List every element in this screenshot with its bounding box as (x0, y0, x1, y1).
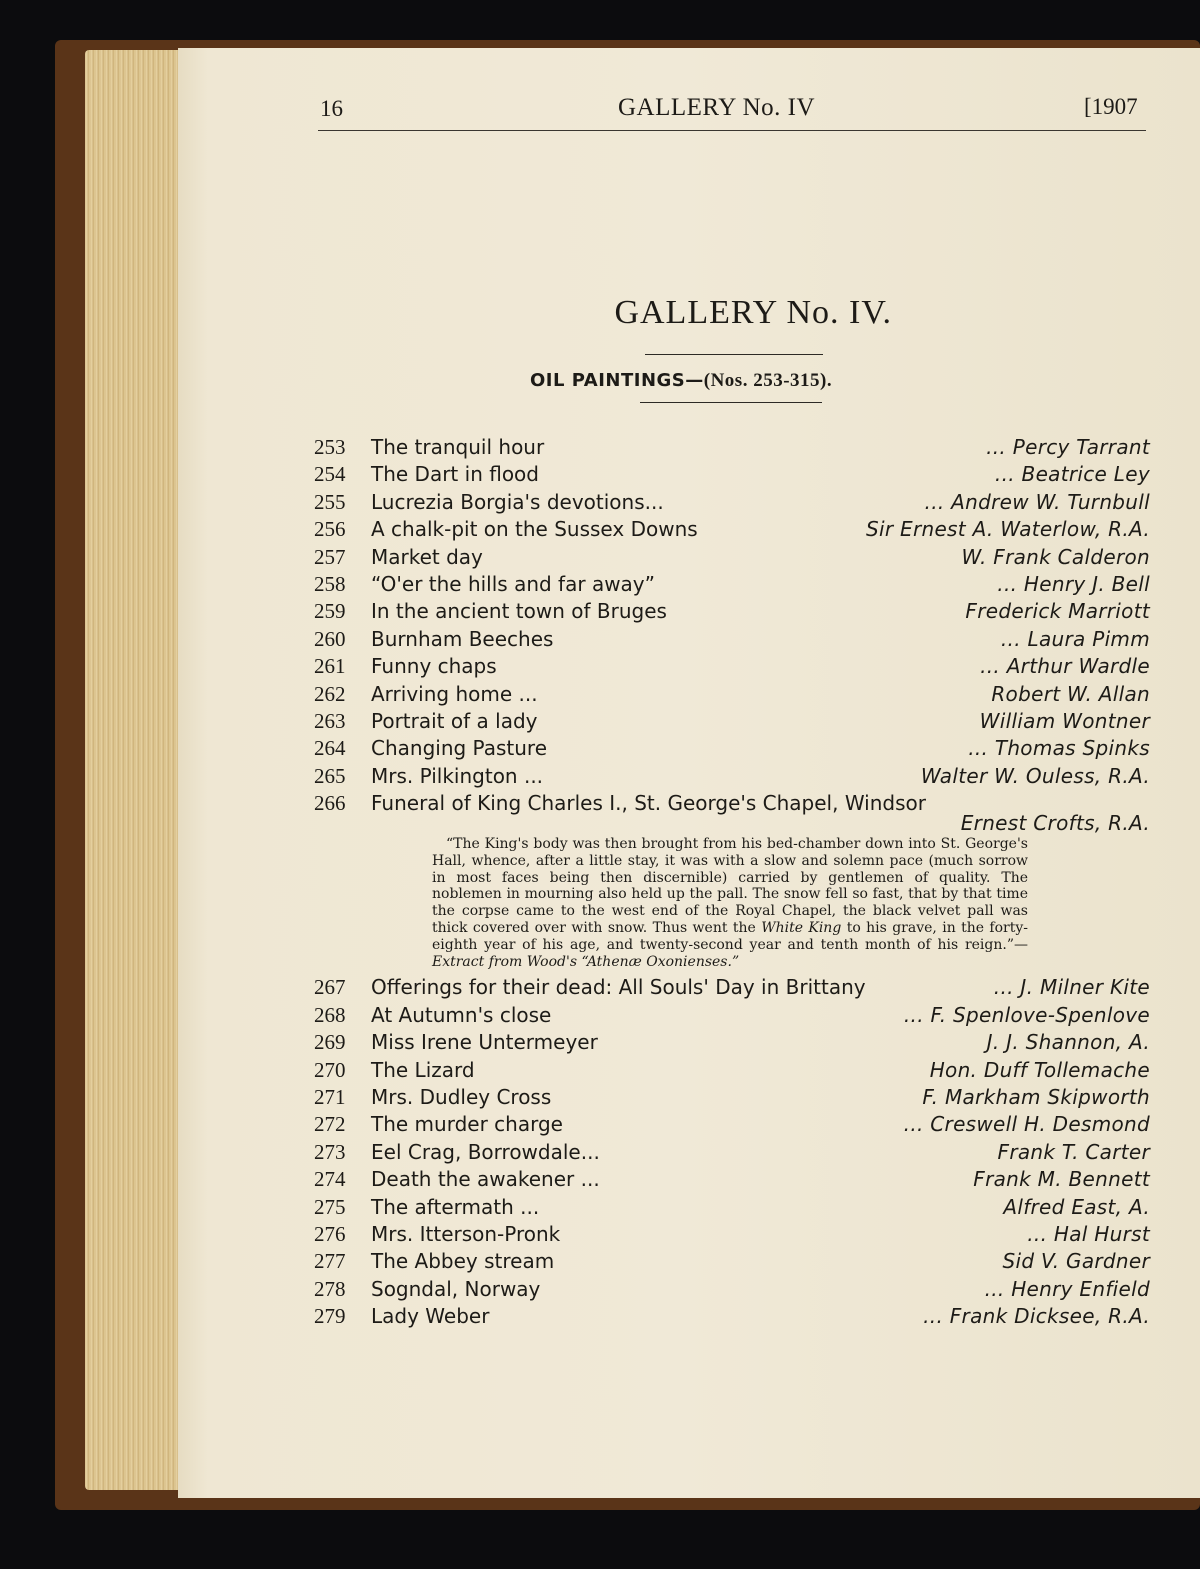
entry-number: 279 (314, 1304, 346, 1329)
list-item (314, 516, 1150, 543)
entry-number: 262 (314, 681, 346, 706)
entry-number: 256 (314, 517, 346, 542)
entry-list (314, 434, 1150, 1331)
list-item (314, 1111, 1150, 1138)
entry-group-b (314, 974, 1150, 1330)
list-item (314, 1221, 1150, 1248)
entry-number: 261 (314, 654, 346, 679)
entry-title: Changing Pasture (371, 736, 547, 761)
list-item (314, 626, 1150, 653)
list-item (314, 653, 1150, 680)
entry-number: 255 (314, 489, 346, 514)
entry-artist: ... Andrew W. Turnbull (924, 489, 1150, 514)
list-item (314, 544, 1150, 571)
quote-main: “The King's body was then brought from his bed-chamber down into St. George's Hall, whence, after a little stay, it was with a slow and solemn pace (much sorrow in most faces being then discernible) carried by gentlemen of quality. The noblemen in mourning also held up the pall. The snow fell so fast, that by that time the corpse came to the west end of the Royal Chapel, the black velvet pall was thick covered over with snow. Thus went the (432, 836, 1028, 937)
entry-artist: ... Henry J. Bell (997, 571, 1150, 596)
entry-title: The Dart in flood (371, 462, 539, 487)
entry-title: “O'er the hills and far away” (371, 571, 656, 596)
entry-number: 276 (314, 1221, 346, 1246)
entry-title: At Autumn's close (371, 1002, 552, 1027)
list-item (314, 1084, 1150, 1111)
entry-title: Lady Weber (371, 1304, 490, 1329)
entry-title: The Abbey stream (371, 1249, 555, 1274)
entry-artist: ... Arthur Wardle (980, 654, 1150, 679)
entry-title: Burnham Beeches (371, 626, 554, 651)
entry-number: 266 (314, 791, 346, 816)
entry-artist: Ernest Crofts, R.A. (960, 811, 1150, 836)
entry-title: A chalk-pit on the Sussex Downs (371, 517, 698, 542)
entry-artist: ... J. Milner Kite (993, 975, 1150, 1000)
running-year: [1907 (1084, 94, 1138, 119)
quote-white-king: White King (761, 920, 842, 937)
list-item (314, 708, 1150, 735)
entry-title: Death the awakener ... (371, 1167, 600, 1192)
entry-title: In the ancient town of Bruges (371, 599, 667, 624)
entry-artist: Walter W. Ouless, R.A. (920, 763, 1150, 788)
entry-title: Arriving home ... (371, 681, 538, 706)
list-item (314, 1002, 1150, 1029)
list-item (314, 571, 1150, 598)
entry-number: 272 (314, 1112, 346, 1137)
entry-number: 268 (314, 1002, 346, 1027)
entry-artist: ... Hal Hurst (1027, 1221, 1150, 1246)
list-item (314, 1139, 1150, 1166)
list-item (314, 1248, 1150, 1275)
title-rule-bottom (640, 402, 822, 403)
gallery-title: GALLERY No. IV. (614, 294, 892, 331)
list-item (314, 1166, 1150, 1193)
entry-artist: Hon. Duff Tollemache (929, 1057, 1150, 1082)
list-item (314, 681, 1150, 708)
header-rule (318, 130, 1146, 131)
section-heading (530, 370, 832, 392)
entry-group-a (314, 434, 1150, 790)
entry-title: Offerings for their dead: All Souls' Day in Brittany (371, 975, 866, 1000)
entry-quote (432, 836, 1028, 970)
list-item (314, 489, 1150, 516)
entry-artist: Frank M. Bennett (973, 1167, 1150, 1192)
list-item (314, 1303, 1150, 1330)
list-item (314, 1029, 1150, 1056)
entry-number: 274 (314, 1167, 346, 1192)
entry-number: 277 (314, 1249, 346, 1274)
entry-title: Miss Irene Untermeyer (371, 1030, 598, 1055)
entry-title: Sogndal, Norway (371, 1276, 541, 1301)
list-item (314, 790, 1150, 836)
entry-artist: ... Frank Dicksee, R.A. (923, 1304, 1150, 1329)
entry-number: 264 (314, 736, 346, 761)
entry-title: Funny chaps (371, 654, 497, 679)
entry-artist: William Wontner (979, 708, 1150, 733)
entry-title: Eel Crag, Borrowdale... (371, 1139, 600, 1164)
entry-artist: ... Laura Pimm (1000, 626, 1150, 651)
entry-number: 253 (314, 435, 346, 459)
list-item (314, 1057, 1150, 1084)
entry-title: Mrs. Itterson-Pronk (371, 1221, 561, 1246)
entry-title: Market day (371, 544, 483, 569)
entry-title: Lucrezia Borgia's devotions... (371, 489, 664, 514)
entry-number: 265 (314, 763, 346, 788)
entry-artist: ... Thomas Spinks (968, 736, 1150, 761)
entry-number: 271 (314, 1085, 346, 1110)
entry-artist: ... Beatrice Ley (994, 462, 1150, 487)
list-item (314, 434, 1150, 461)
entry-title: The Lizard (371, 1057, 475, 1082)
entry-artist: Frederick Marriott (965, 599, 1150, 624)
entry-title: Funeral of King Charles I., St. George's Chapel, Windsor (371, 791, 926, 816)
entry-number: 257 (314, 544, 346, 569)
entry-artist: Sir Ernest A. Waterlow, R.A. (865, 517, 1150, 542)
entry-artist: ... Creswell H. Desmond (903, 1112, 1150, 1137)
page-number: 16 (320, 96, 343, 121)
list-item (314, 461, 1150, 488)
entry-artist: ... Henry Enfield (984, 1276, 1150, 1301)
entry-artist: Frank T. Carter (997, 1139, 1150, 1164)
entry-number: 254 (314, 462, 346, 487)
entry-number: 260 (314, 626, 346, 651)
entry-artist: Robert W. Allan (991, 681, 1150, 706)
entry-title: The aftermath ... (371, 1194, 540, 1219)
quote-source: Extract from Wood's “Athenæ Oxonienses.” (432, 953, 740, 970)
list-item (314, 1276, 1150, 1303)
title-rule-top (645, 354, 823, 355)
entry-title: The tranquil hour (371, 435, 545, 459)
entry-artist: J. J. Shannon, A. (986, 1030, 1150, 1055)
list-item (314, 974, 1150, 1001)
running-title: GALLERY No. IV (618, 94, 816, 121)
list-item (314, 1194, 1150, 1221)
entry-artist: ... Percy Tarrant (986, 435, 1150, 459)
entry-artist: Sid V. Gardner (1002, 1249, 1150, 1274)
entry-artist: W. Frank Calderon (961, 544, 1150, 569)
entry-number: 273 (314, 1139, 346, 1164)
entry-number: 263 (314, 708, 346, 733)
entry-number: 259 (314, 599, 346, 624)
section-range: (Nos. 253-315). (703, 370, 833, 391)
list-item (314, 763, 1150, 790)
entry-title: Mrs. Dudley Cross (371, 1085, 552, 1110)
entry-number: 267 (314, 975, 346, 1000)
entry-title: The murder charge (371, 1112, 563, 1137)
entry-title: Portrait of a lady (371, 708, 538, 733)
list-item (314, 598, 1150, 625)
entry-number: 258 (314, 571, 346, 596)
entry-artist: Alfred East, A. (1003, 1194, 1150, 1219)
entry-artist: F. Markham Skipworth (922, 1085, 1150, 1110)
entry-artist: ... F. Spenlove-Spenlove (903, 1002, 1150, 1027)
quote-end: to his grave, in the forty-eighth year of his age, and twenty-second year and tenth month of his reign.”— (432, 920, 1029, 953)
entry-number: 275 (314, 1194, 346, 1219)
entry-number: 269 (314, 1030, 346, 1055)
catalogue-page (178, 48, 1200, 1498)
entry-number: 270 (314, 1057, 346, 1082)
entry-title: Mrs. Pilkington ... (371, 763, 544, 788)
section-label: OIL PAINTINGS— (530, 370, 704, 391)
list-item (314, 735, 1150, 762)
running-head (178, 48, 1200, 148)
entry-number: 278 (314, 1276, 346, 1301)
